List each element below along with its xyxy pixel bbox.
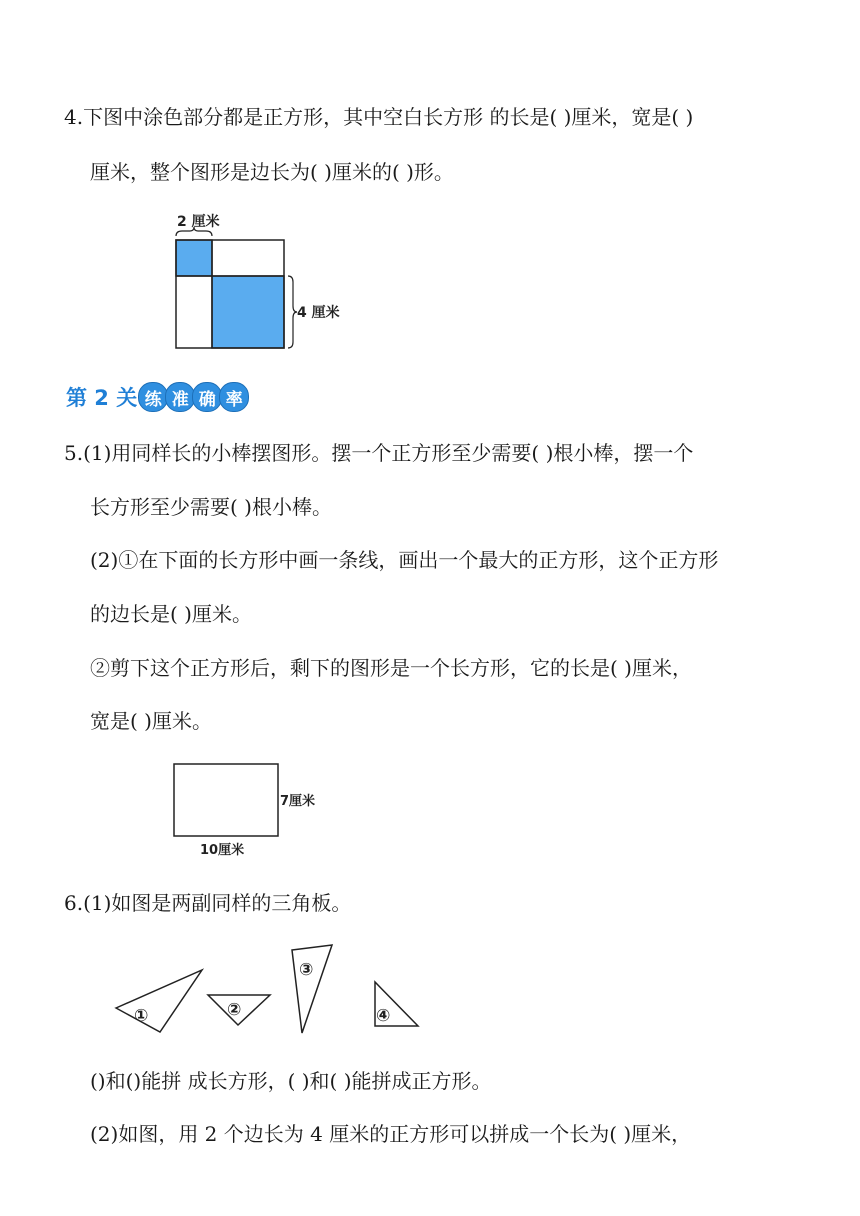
- triangle-1: [116, 970, 202, 1032]
- q5-line-3: (2)①在下面的长方形中画一条线，画出一个最大的正方形，这个正方形: [90, 548, 719, 572]
- q4-label-4cm: 4 厘米: [297, 305, 340, 321]
- q5-line-5: ②剪下这个正方形后，剩下的图形是一个长方形，它的长是( )厘米，: [90, 656, 692, 680]
- q4-large-shaded-square: [212, 276, 284, 348]
- q4-line-1: 4.下图中涂色部分都是正方形，其中空白长方形 的长是( )厘米，宽是( ): [64, 105, 694, 129]
- q5-rectangle: [174, 764, 278, 836]
- triangle-3: [292, 945, 332, 1033]
- q4-line-2: 厘米，整个图形是边长为( )厘米的( )形。: [90, 160, 454, 184]
- q6-line-3: (2)如图，用 2 个边长为 4 厘米的正方形可以拼成一个长为( )厘米，: [90, 1122, 692, 1146]
- q5-label-7cm: 7厘米: [280, 794, 316, 809]
- banner-char-3: 确: [192, 382, 222, 412]
- q5-line-2: 长方形至少需要( )根小棒。: [90, 495, 332, 519]
- banner-char-4: 率: [219, 382, 249, 412]
- section-banner: [66, 380, 249, 414]
- q4-small-shaded-square: [176, 240, 212, 276]
- q6-line-1: 6.(1)如图是两副同样的三角板。: [64, 891, 352, 915]
- q4-label-2cm: 2 厘米: [177, 214, 220, 230]
- banner-char-2: 准: [165, 382, 195, 412]
- q4-right-brace: [288, 276, 297, 348]
- q5-line-1: 5.(1)用同样长的小棒摆图形。摆一个正方形至少需要( )根小棒，摆一个: [64, 441, 694, 465]
- triangle-label-2: ②: [227, 1000, 242, 1020]
- q6-triangles-figure: [110, 940, 430, 1040]
- triangle-label-3: ③: [299, 960, 314, 980]
- q5-rectangle-figure: [168, 758, 338, 858]
- triangle-label-1: ①: [134, 1006, 149, 1026]
- q5-line-6: 宽是( )厘米。: [90, 709, 212, 733]
- q5-line-4: 的边长是( )厘米。: [90, 602, 252, 626]
- banner-char-1: 练: [138, 382, 168, 412]
- q5-label-10cm: 10厘米: [200, 843, 245, 858]
- section-level: 第 2 关: [66, 386, 138, 410]
- triangle-label-4: ④: [376, 1006, 391, 1026]
- q6-line-2: ()和()能拼 成长方形，( )和( )能拼成正方形。: [90, 1069, 492, 1093]
- q4-square-figure: [168, 208, 368, 358]
